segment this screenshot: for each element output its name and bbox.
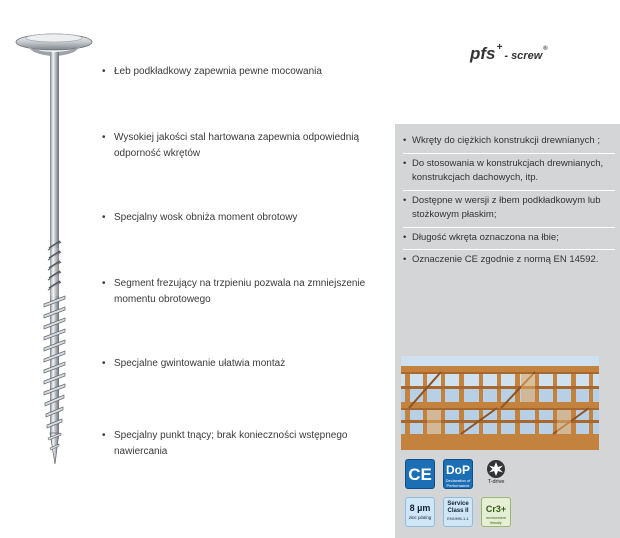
timber-frame-construction-photo [401,356,599,450]
feature-text: Specjalny wosk obniża moment obrotowy [114,212,298,223]
feature-item [104,210,390,226]
feature-item [104,64,390,80]
certification-badges [401,457,601,537]
spec-item: • Dostępne w wersji z łbem podkładkowym lub stożkowym płaskim; [403,194,615,228]
spec-panel [395,124,620,538]
cr3-label: environment friendly [486,516,506,525]
dop-badge [443,459,473,489]
registered-mark: ® [543,46,548,52]
zinc-label: zinc plating [408,515,432,520]
feature-text: Specjalne gwintowanie ułatwia montaż [114,358,286,369]
brand-plus: + [496,42,503,53]
dop-subtitle: Declaration of Performance [445,478,471,488]
bullet: • [102,212,106,223]
t-drive-badge [481,459,511,489]
zinc-value: 8 µm [409,503,431,513]
ce-badge [405,459,435,489]
service-class-badge [443,497,473,527]
feature-item [104,276,390,308]
cr3-title: Cr3+ [485,504,507,514]
feature-item [104,356,390,372]
brand-logo [470,42,548,64]
spec-item: • Do stosowania w konstrukcjach drewnianych, konstrukcjach dachowych, itp. [403,157,615,191]
spec-item: • Długość wkręta oznaczona na łbie; [403,231,615,251]
zinc-plating-badge [405,497,435,527]
spec-list [403,134,615,275]
ce-label: CE [408,465,432,484]
service-class-title: Service Class II [447,501,469,514]
feature-text: Specjalny punkt tnący; brak konieczności wstępnego nawiercania [114,430,348,457]
cr3-badge [481,497,511,527]
service-class-norm: EN1995-1-1 [447,516,469,521]
spec-item: • Wkręty do ciężkich konstrukcji drewnianych ; [403,134,615,154]
dop-title: DoP [446,463,470,477]
feature-text: Segment frezujący na trzpieniu pozwala na zmniejszenie momentu obrotowego [114,278,366,305]
bullet: • [102,430,106,441]
feature-text: Wysokiej jakości stal hartowana zapewnia odpowiednią odporność wkrętów [114,132,360,159]
feature-text: Łeb podkładkowy zapewnia pewne mocowania [114,66,322,77]
bullet: • [102,278,106,289]
bullet: • [102,358,106,369]
feature-item [104,428,390,460]
brand-product: - screw [504,50,543,62]
bullet: • [102,132,106,143]
spec-item: • Oznaczenie CE zgodnie z normą EN 14592. [403,253,615,272]
feature-item [104,130,390,162]
t-drive-label: T-drive [487,479,505,485]
torx-star-icon [481,459,511,481]
bullet: • [102,66,106,77]
brand-name: pfs [470,44,496,63]
